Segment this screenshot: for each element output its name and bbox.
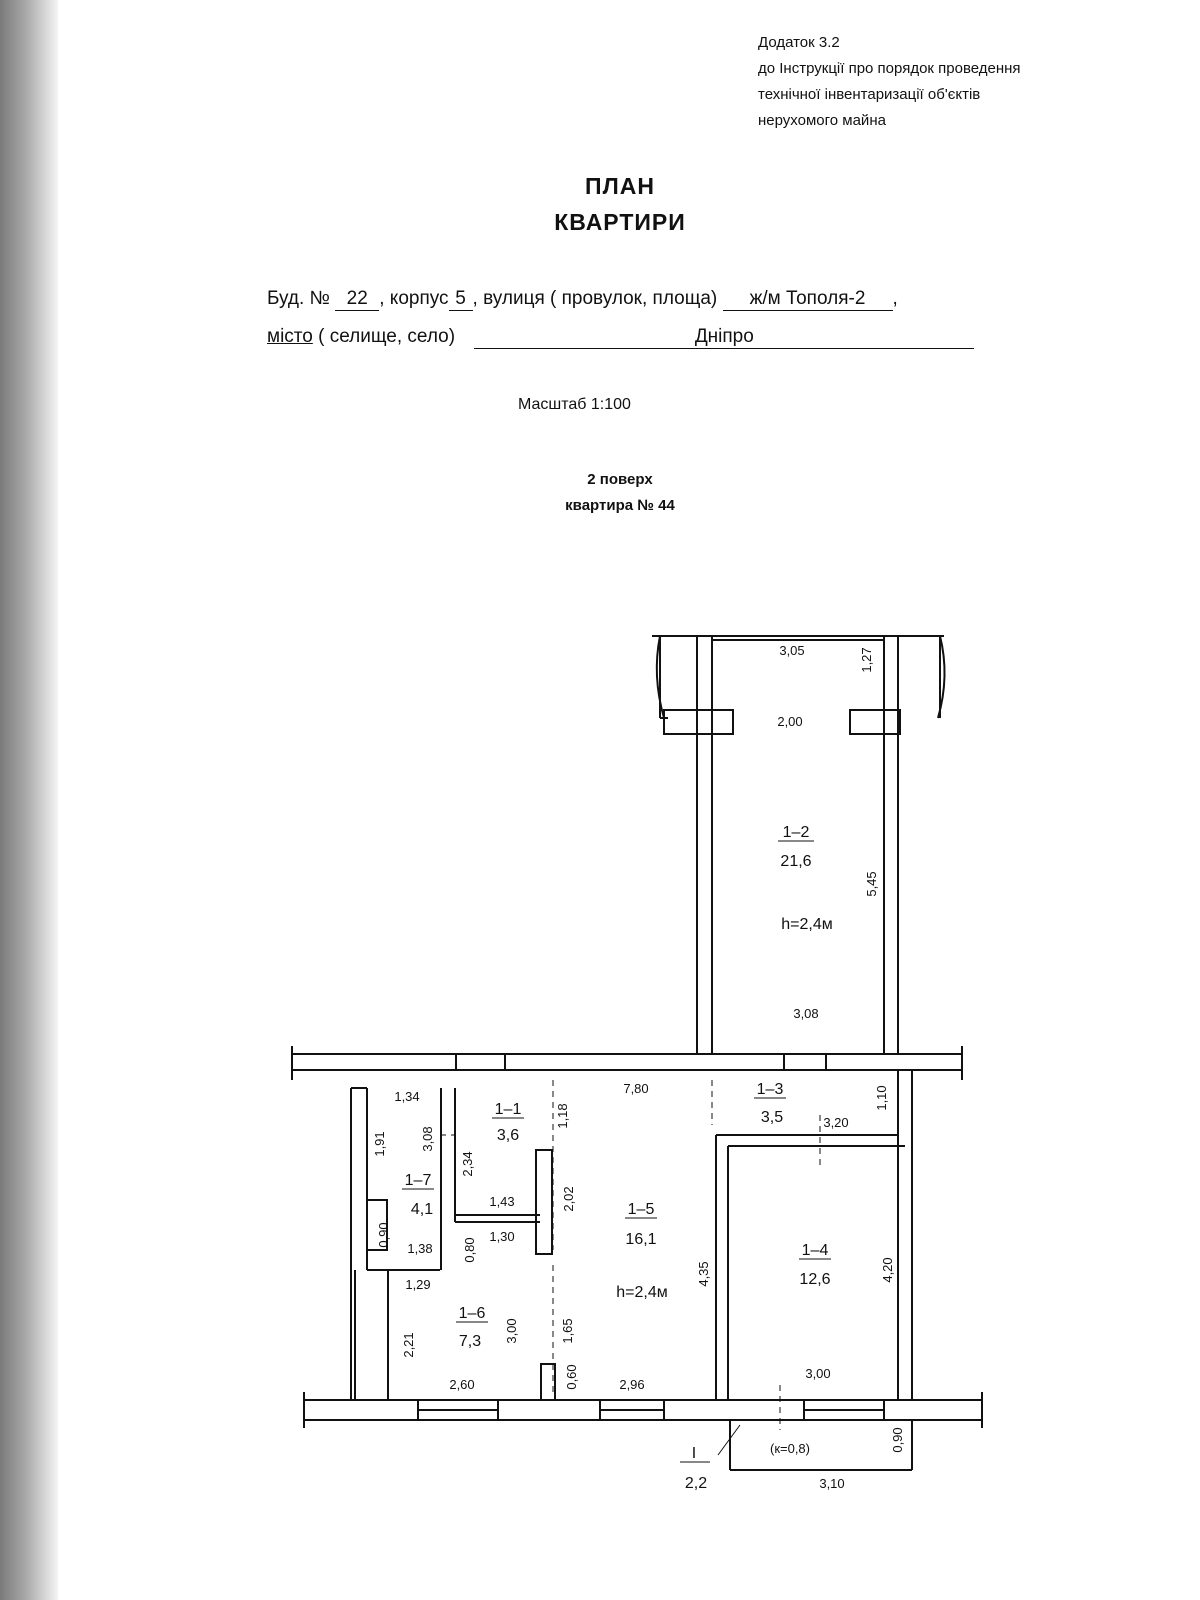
dimension-label: 3,20: [823, 1115, 849, 1130]
korpus-number: 5: [449, 288, 473, 311]
building-number: 22: [335, 288, 379, 311]
plan-walls: [292, 636, 982, 1470]
room-1-2-height: h=2,4м: [781, 916, 833, 933]
korpus-label: корпус: [389, 288, 449, 309]
floor-level: 2 поверх: [587, 471, 653, 488]
dimension-label: 0,90: [376, 1222, 391, 1248]
dimension-label: 3,10: [819, 1476, 845, 1491]
city-value: Дніпро: [474, 326, 974, 349]
balcony-coefficient: (к=0,8): [769, 1441, 811, 1456]
dimension-label: 0,90: [890, 1427, 905, 1453]
street-hint: ( провулок, площа): [550, 288, 718, 309]
apartment-number: квартира № 44: [565, 497, 675, 514]
dimension-label: 0,60: [564, 1364, 579, 1390]
balcony-number: I: [691, 1445, 697, 1462]
dimension-label: 1,43: [489, 1194, 515, 1209]
room-1-1-area: 3,6: [496, 1127, 520, 1144]
dimension-label: 0,80: [462, 1237, 477, 1263]
dimension-label: 4,20: [880, 1257, 895, 1283]
room-1-6-number: 1–6: [458, 1305, 486, 1322]
room-1-3-number: 1–3: [756, 1081, 784, 1098]
room-1-4-number: 1–4: [801, 1242, 829, 1259]
dimension-label: 3,08: [420, 1126, 435, 1152]
street-label: вулиця: [483, 288, 545, 309]
dimension-label: 3,00: [805, 1366, 831, 1381]
dimension-label: 5,45: [864, 871, 879, 897]
dimension-label: 2,34: [460, 1151, 475, 1177]
city-label: місто: [267, 326, 313, 347]
title-line: ПЛАН: [585, 173, 655, 199]
city-hint: ( селище, село): [318, 326, 456, 347]
address-line-building: Буд. № 22 , корпус 5 , вулиця ( провулок, площа) ж/м Тополя-2 ,: [267, 288, 898, 309]
dimension-label: 3,05: [779, 643, 805, 658]
room-1-7-number: 1–7: [404, 1172, 432, 1189]
dimension-label: 7,80: [623, 1081, 649, 1096]
room-1-2-number: 1–2: [782, 824, 810, 841]
dimension-label: 1,10: [874, 1085, 889, 1111]
appendix-line: до Інструкції про порядок проведення: [758, 60, 1021, 77]
room-1-5-number: 1–5: [627, 1201, 655, 1218]
dimension-label: 1,34: [394, 1089, 420, 1104]
appendix-line: нерухомого майна: [758, 112, 886, 129]
dimension-label: 1,38: [407, 1241, 433, 1256]
appendix-line: технічної інвентаризації об'єктів: [758, 86, 981, 103]
room-1-2-area: 21,6: [780, 853, 812, 870]
dimension-label: 1,91: [372, 1131, 387, 1157]
dimension-label: 1,65: [560, 1318, 575, 1344]
dimension-label: 1,18: [555, 1103, 570, 1129]
dimension-label: 1,29: [405, 1277, 431, 1292]
dimension-label: 1,27: [859, 647, 874, 673]
scale-label: Масштаб 1:100: [518, 396, 631, 413]
dimension-label: 2,21: [401, 1332, 416, 1358]
room-1-5-height: h=2,4м: [616, 1284, 668, 1301]
room-1-4-area: 12,6: [799, 1271, 831, 1288]
room-1-5-area: 16,1: [625, 1231, 657, 1248]
room-1-6-area: 7,3: [458, 1333, 482, 1350]
building-label: Буд. №: [267, 288, 330, 309]
room-1-7-area: 4,1: [410, 1201, 434, 1218]
dimension-label: 3,00: [504, 1318, 519, 1344]
room-1-3-area: 3,5: [760, 1109, 784, 1126]
dimension-label: 2,60: [449, 1377, 475, 1392]
dimension-label: 2,02: [561, 1186, 576, 1212]
dimension-label: 1,30: [489, 1229, 515, 1244]
dimension-label: 3,08: [793, 1006, 819, 1021]
appendix-line: Додаток 3.2: [758, 34, 840, 51]
dimension-label: 4,35: [696, 1261, 711, 1287]
title-line: КВАРТИРИ: [554, 209, 686, 235]
dimension-label: 2,96: [619, 1377, 645, 1392]
street-value: ж/м Тополя-2: [723, 288, 893, 311]
dimension-label: 2,00: [777, 714, 803, 729]
balcony-area: 2,2: [684, 1475, 708, 1492]
room-1-1-number: 1–1: [494, 1101, 522, 1118]
